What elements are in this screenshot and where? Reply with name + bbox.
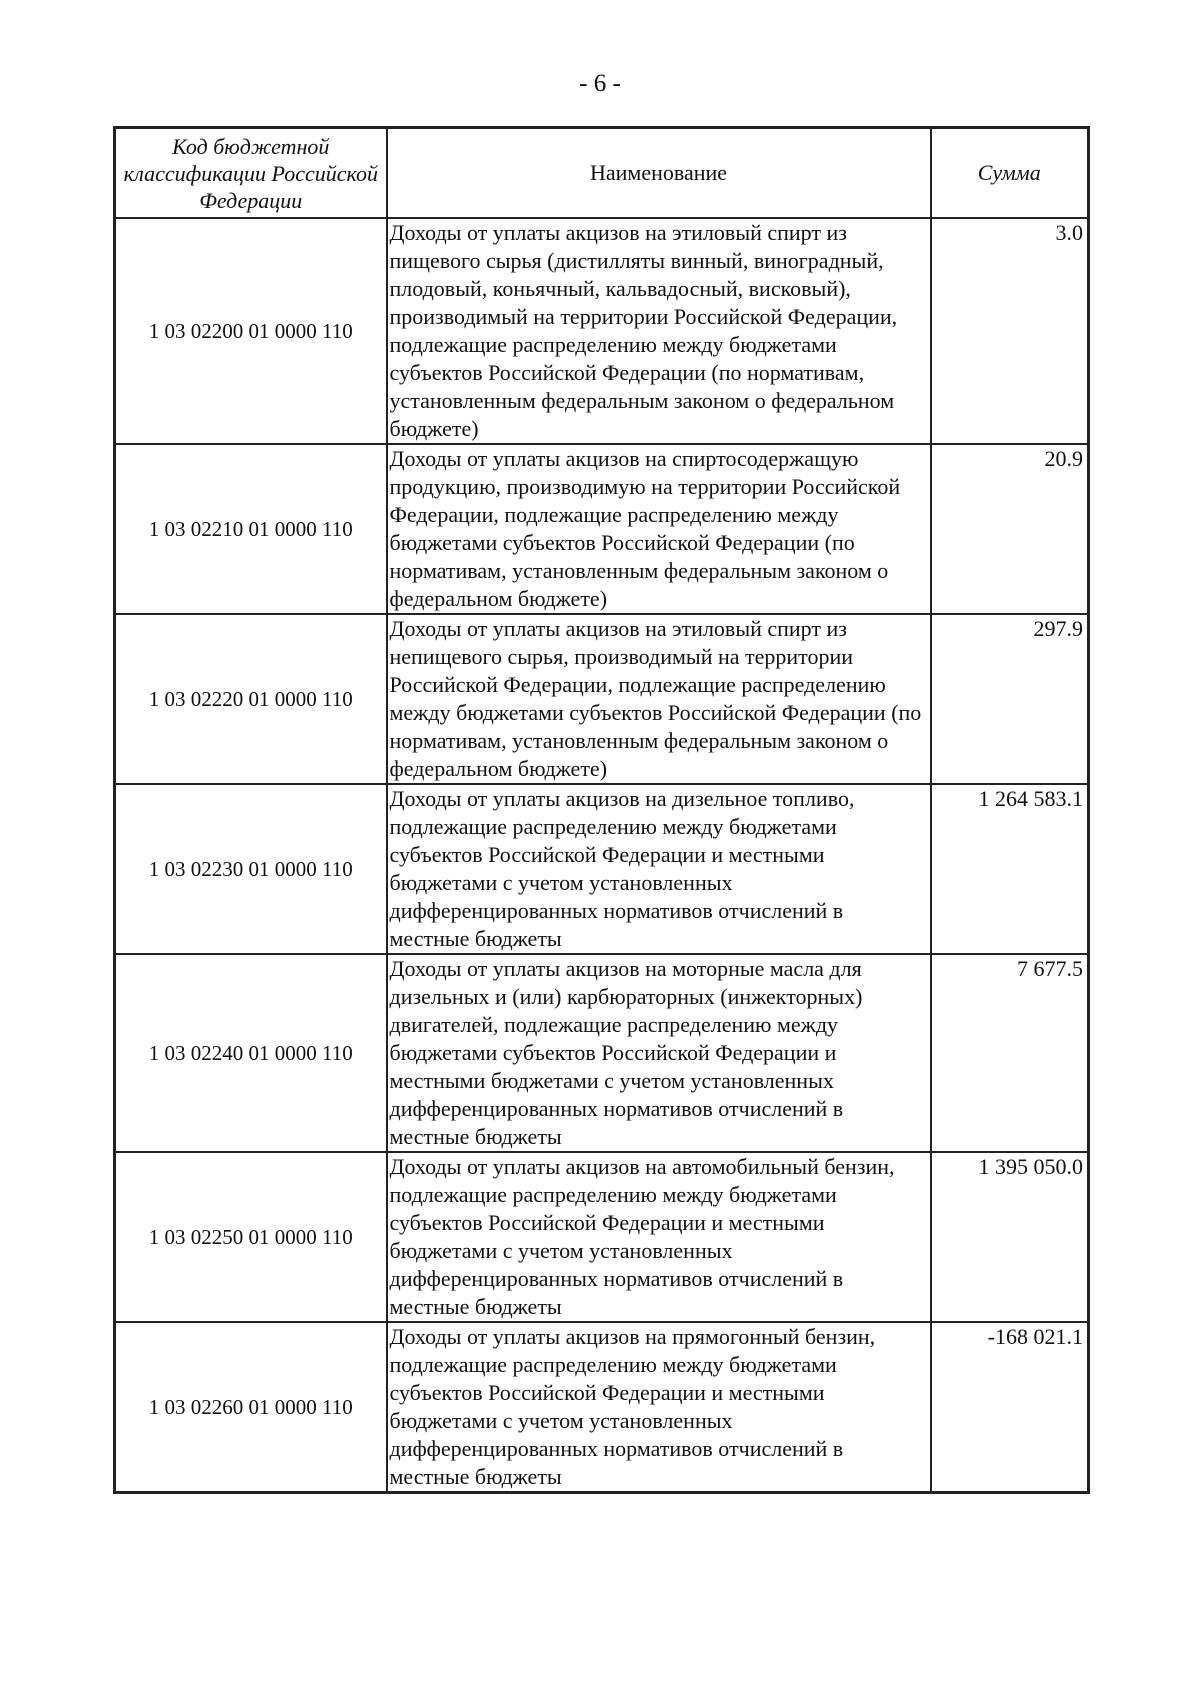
sum-cell: 297.9 (931, 614, 1089, 784)
revenue-name-cell: Доходы от уплаты акцизов на автомобильный бензин, подлежащие распределению между бюджетами субъектов Российской Федерации и местными бюджетами с учетом установленных дифференцированных нормативов отчислений в местные бюджеты (387, 1152, 931, 1322)
header-name: Наименование (387, 128, 931, 219)
revenue-name-cell: Доходы от уплаты акцизов на этиловый спирт из пищевого сырья (дистилляты винный, виноградный, плодовый, коньячный, кальвадосный, висковый), производимый на территории Российской Федерации, подлежащие распределению между бюджетами субъектов Российской Федерации (по нормативам, установленным федеральным законом о федеральном бюджете) (387, 218, 931, 444)
budget-revenue-table (113, 126, 1090, 1494)
budget-code-cell: 1 03 02240 01 0000 110 (115, 954, 387, 1152)
revenue-name-cell: Доходы от уплаты акцизов на спиртосодержащую продукцию, производимую на территории Российской Федерации, подлежащие распределению между бюджетами субъектов Российской Федерации (по нормативам, установленным федеральным законом о федеральном бюджете) (387, 444, 931, 614)
budget-code-cell: 1 03 02230 01 0000 110 (115, 784, 387, 954)
sum-cell: -168 021.1 (931, 1322, 1089, 1493)
page-number: - 6 - (579, 70, 621, 97)
budget-code-cell: 1 03 02260 01 0000 110 (115, 1322, 387, 1493)
revenue-name-cell: Доходы от уплаты акцизов на прямогонный бензин, подлежащие распределению между бюджетами субъектов Российской Федерации и местными бюджетами с учетом установленных дифференцированных нормативов отчислений в местные бюджеты (387, 1322, 931, 1493)
header-sum: Сумма (931, 128, 1089, 219)
table-row (115, 1322, 1089, 1493)
revenue-name-cell: Доходы от уплаты акцизов на моторные масла для дизельных и (или) карбюраторных (инжекторных) двигателей, подлежащие распределению между бюджетами субъектов Российской Федерации и местными бюджетами с учетом установленных дифференцированных нормативов отчислений в местные бюджеты (387, 954, 931, 1152)
sum-cell: 7 677.5 (931, 954, 1089, 1152)
sum-cell: 1 264 583.1 (931, 784, 1089, 954)
sum-cell: 3.0 (931, 218, 1089, 444)
table-row (115, 954, 1089, 1152)
table-header-row (115, 128, 1089, 219)
table-row (115, 784, 1089, 954)
revenue-name-cell: Доходы от уплаты акцизов на дизельное топливо, подлежащие распределению между бюджетами субъектов Российской Федерации и местными бюджетами с учетом установленных дифференцированных нормативов отчислений в местные бюджеты (387, 784, 931, 954)
header-budget-code: Код бюджетной классификации Российской Федерации (115, 128, 387, 219)
sum-cell: 1 395 050.0 (931, 1152, 1089, 1322)
budget-code-cell: 1 03 02200 01 0000 110 (115, 218, 387, 444)
table-row (115, 1152, 1089, 1322)
budget-code-cell: 1 03 02250 01 0000 110 (115, 1152, 387, 1322)
revenue-name-cell: Доходы от уплаты акцизов на этиловый спирт из непищевого сырья, производимый на территории Российской Федерации, подлежащие распределению между бюджетами субъектов Российской Федерации (по нормативам, установленным федеральным законом о федеральном бюджете) (387, 614, 931, 784)
table-row (115, 218, 1089, 444)
budget-code-cell: 1 03 02210 01 0000 110 (115, 444, 387, 614)
table-row (115, 614, 1089, 784)
sum-cell: 20.9 (931, 444, 1089, 614)
budget-code-cell: 1 03 02220 01 0000 110 (115, 614, 387, 784)
table-row (115, 444, 1089, 614)
